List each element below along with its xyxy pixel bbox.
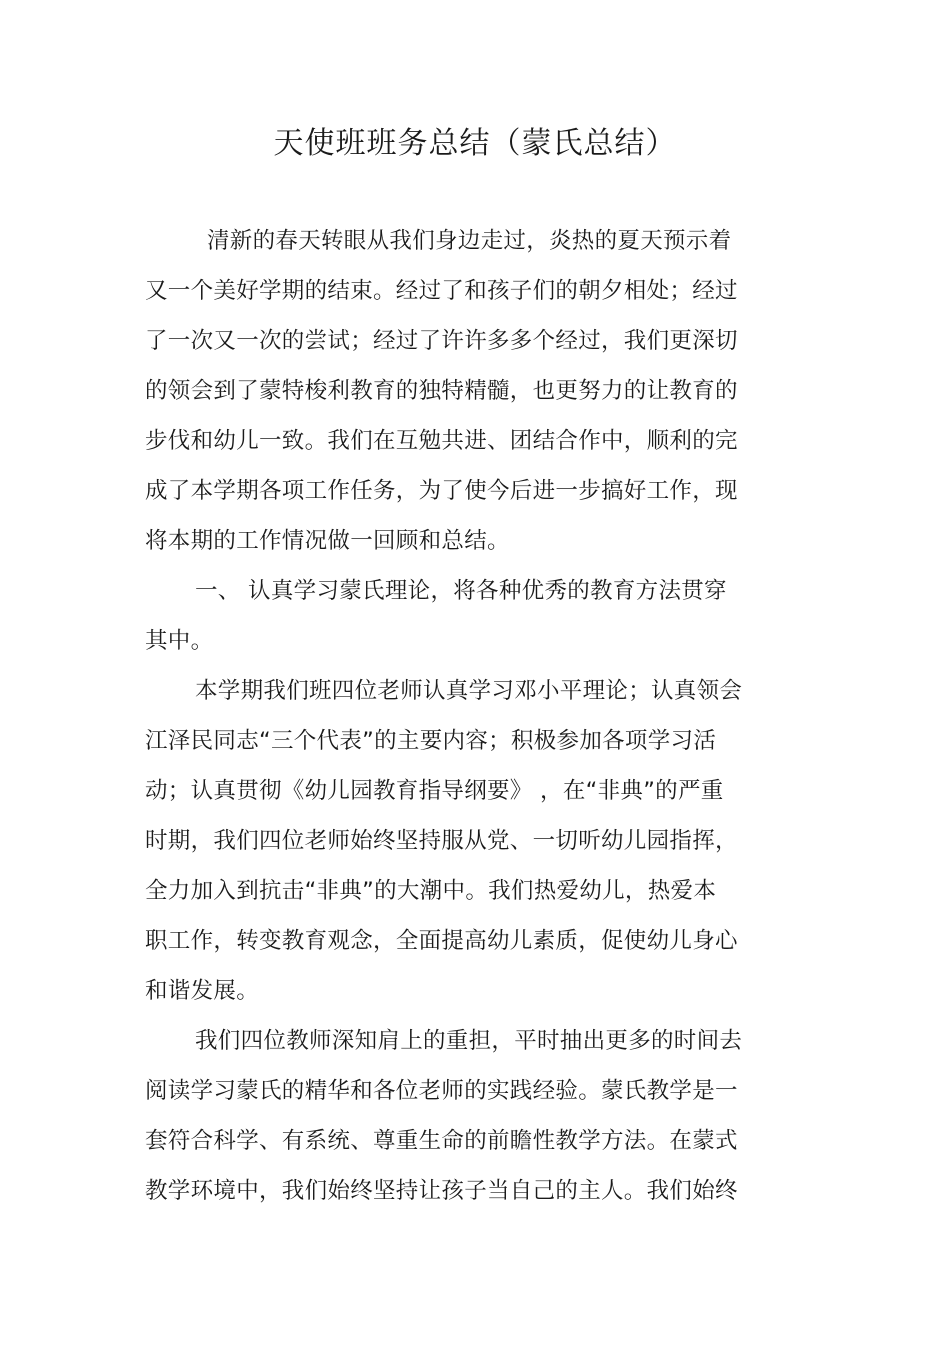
section-heading: 一、 认真学习蒙氏理论，将各种优秀的教育方法贯穿 <box>195 578 727 604</box>
paragraph-line: 的领会到了蒙特梭利教育的独特精髓，也更努力的让教育的 <box>145 378 738 404</box>
paragraph-line: 江泽民同志“三个代表”的主要内容；积极参加各项学习活 <box>145 728 717 754</box>
paragraph-line: 阅读学习蒙氏的精华和各位老师的实践经验。蒙氏教学是一 <box>145 1078 738 1104</box>
paragraph-line: 时期，我们四位老师始终坚持服从党、一切听幼儿园指挥， <box>145 828 738 854</box>
paragraph-line: 职工作，转变教育观念，全面提高幼儿素质，促使幼儿身心 <box>145 928 738 954</box>
paragraph-line: 将本期的工作情况做一回顾和总结。 <box>145 528 510 554</box>
paragraph-line: 和谐发展。 <box>145 978 260 1004</box>
paragraph-line: 步伐和幼儿一致。我们在互勉共进、团结合作中，顺利的完 <box>145 428 738 454</box>
paragraph-line: 成了本学期各项工作任务，为了使今后进一步搞好工作，现 <box>145 478 738 504</box>
paragraph-line: 动；认真贯彻《幼儿园教育指导纲要》 ，在“非典”的严重 <box>145 778 724 804</box>
document-title: 天使班班务总结（蒙氏总结） <box>273 126 677 161</box>
paragraph-line: 清新的春天转眼从我们身边走过，炎热的夏天预示着 <box>207 228 732 254</box>
section-heading-continued: 其中。 <box>145 628 214 654</box>
paragraph-line: 又一个美好学期的结束。经过了和孩子们的朝夕相处；经过 <box>145 278 738 304</box>
paragraph-line: 本学期我们班四位老师认真学习邓小平理论；认真领会 <box>195 678 743 704</box>
paragraph-line: 套符合科学、有系统、尊重生命的前瞻性教学方法。在蒙式 <box>145 1128 738 1154</box>
paragraph-line: 了一次又一次的尝试；经过了许许多多个经过，我们更深切 <box>145 328 738 354</box>
paragraph-line: 我们四位教师深知肩上的重担，平时抽出更多的时间去 <box>195 1028 743 1054</box>
paragraph-line: 全力加入到抗击“非典”的大潮中。我们热爱幼儿，热爱本 <box>145 878 717 904</box>
paragraph-line: 教学环境中，我们始终坚持让孩子当自己的主人。我们始终 <box>145 1178 738 1204</box>
